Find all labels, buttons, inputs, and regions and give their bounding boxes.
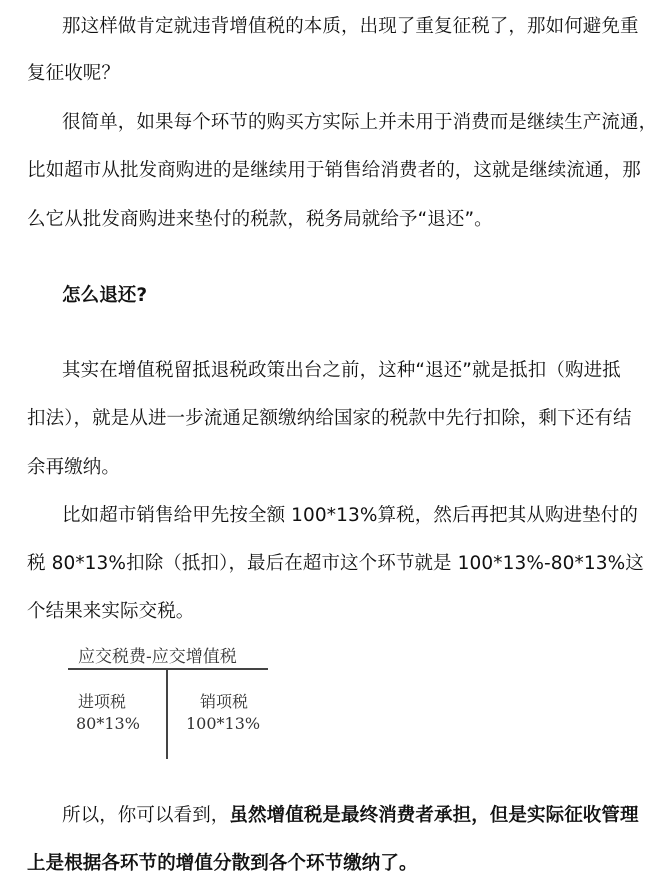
t-account-left-value: 80*13% bbox=[76, 714, 140, 733]
paragraph-line: 税 80*13%扣除（抵扣），最后在超市这个环节就是 100*13%-80*13%这 bbox=[27, 553, 644, 574]
paragraph-line: 很简单，如果每个环节的购买方实际上并未用于消费而是继续生产流通， bbox=[62, 112, 658, 133]
paragraph-line: 个结果来实际交税。 bbox=[27, 601, 195, 622]
t-account-left-label: 进项税 bbox=[78, 692, 127, 711]
t-account-right-value: 100*13% bbox=[186, 714, 261, 733]
paragraph-line: 其实在增值税留抵退税政策出台之前，这种“退还”就是抵扣（购进抵 bbox=[62, 360, 621, 381]
paragraph-line: 扣法），就是从进一步流通足额缴纳给国家的税款中先行扣除，剩下还有结 bbox=[27, 408, 632, 429]
paragraph-line: 么它从批发商购进来垫付的税款，税务局就给予“退还”。 bbox=[27, 209, 493, 230]
paragraph-text: 所以，你可以看到， bbox=[62, 805, 230, 826]
paragraph-line: 比如超市销售给甲先按全额 100*13%算税，然后再把其从购进垫付的 bbox=[62, 505, 638, 526]
paragraph-line: 余再缴纳。 bbox=[27, 457, 121, 478]
t-account-horizontal-rule bbox=[68, 668, 268, 670]
section-heading: 怎么退还? bbox=[62, 285, 148, 306]
paragraph-line: 复征收呢？ bbox=[27, 63, 121, 84]
paragraph-line: 那这样做肯定就违背增值税的本质，出现了重复征税了，那如何避免重 bbox=[62, 16, 639, 37]
emphasis-line: 上是根据各环节的增值分散到各个环节缴纳了。 bbox=[27, 853, 418, 874]
paragraph-line: 比如超市从批发商购进的是继续用于销售给消费者的，这就是继续流通，那 bbox=[27, 160, 641, 181]
paragraph-line bbox=[62, 803, 639, 829]
t-account-title: 应交税费-应交增值税 bbox=[78, 647, 237, 667]
t-account-right-label: 销项税 bbox=[200, 692, 249, 711]
emphasis-text: 虽然增值税是最终消费者承担，但是实际征收管理 bbox=[229, 805, 639, 826]
t-account-vertical-rule bbox=[166, 669, 168, 759]
